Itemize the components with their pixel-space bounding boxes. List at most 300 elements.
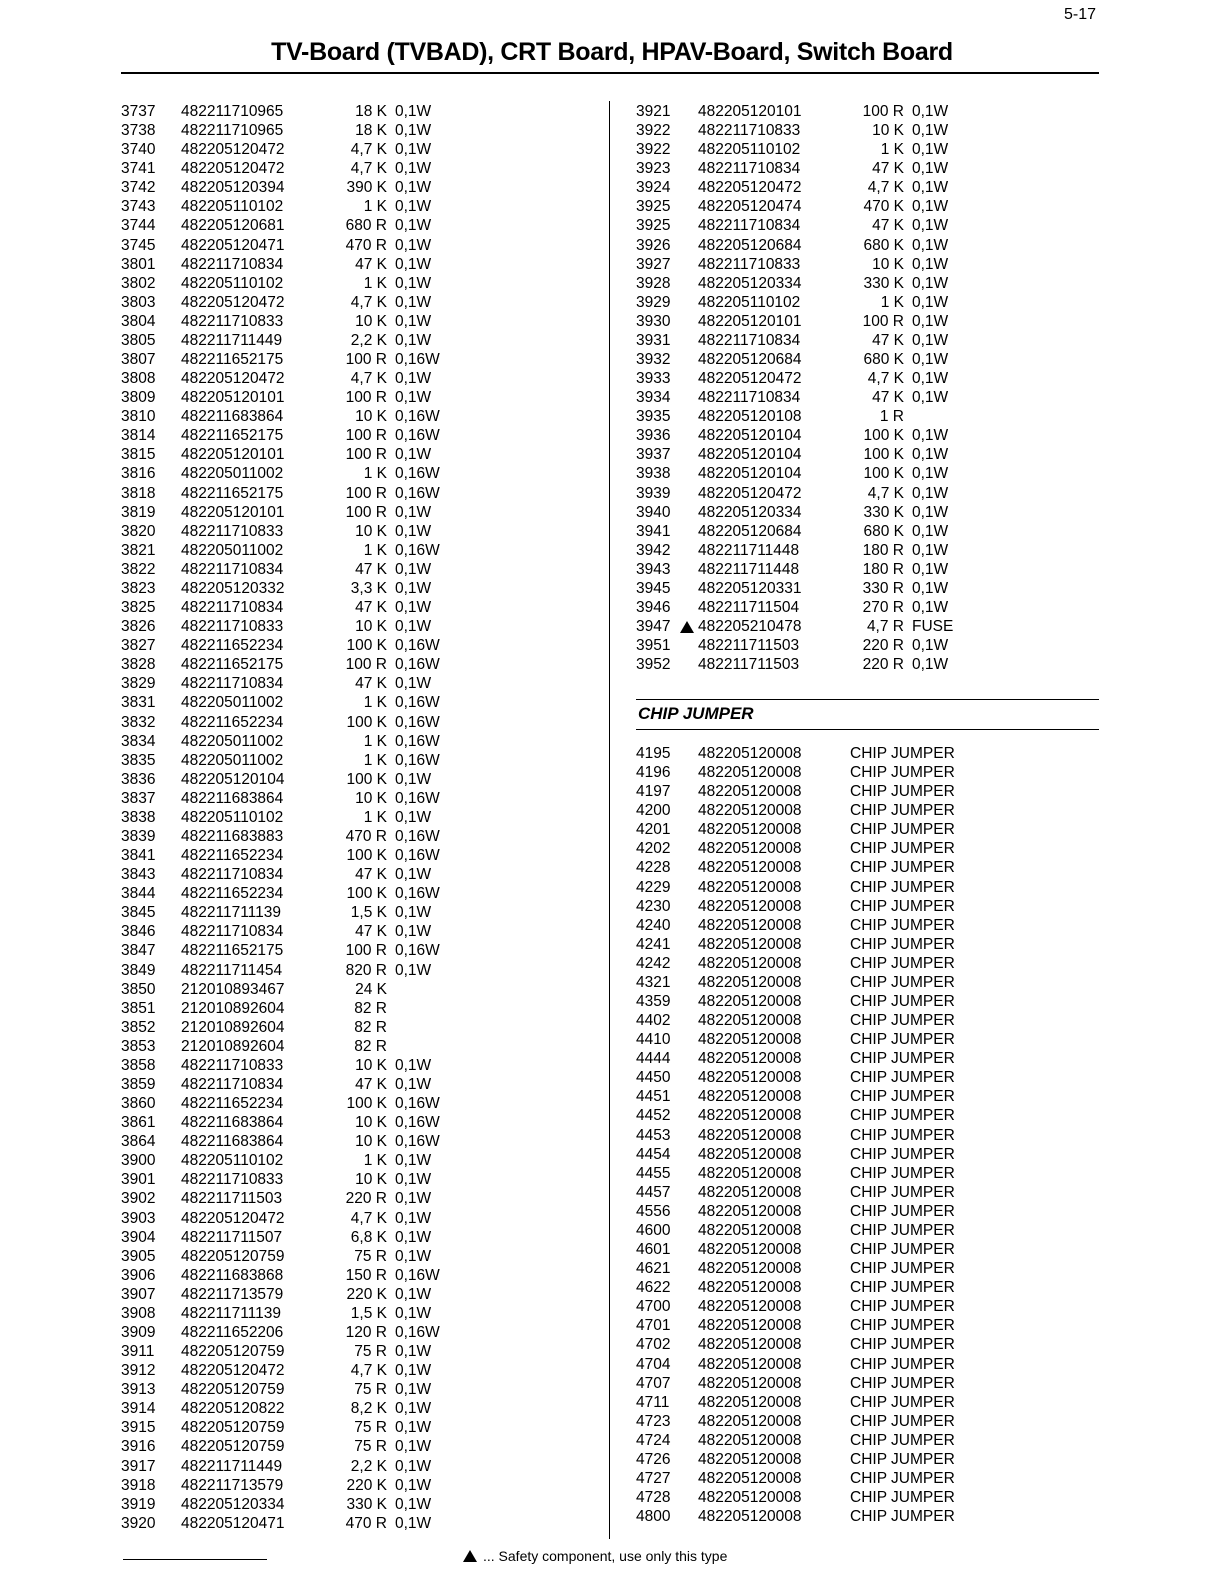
part-power: 0,1W xyxy=(912,293,949,311)
part-ref: 3922 xyxy=(636,122,671,140)
part-code: 482205120008 xyxy=(698,954,802,972)
part-power: 0,1W xyxy=(395,1419,432,1437)
table-row xyxy=(636,1164,1050,1183)
part-description: CHIP JUMPER xyxy=(850,1221,955,1239)
part-code: 482211710965 xyxy=(181,122,284,140)
footer-note xyxy=(463,1548,727,1564)
part-ref: 4711 xyxy=(636,1393,670,1411)
part-ref: 3849 xyxy=(121,961,156,979)
table-row xyxy=(636,1412,1050,1431)
part-power: 0,1W xyxy=(395,1228,432,1246)
part-code: 482211711449 xyxy=(181,1457,283,1475)
part-power xyxy=(395,980,465,999)
table-row xyxy=(636,1316,1050,1335)
part-ref: 3745 xyxy=(121,236,156,254)
part-value: 8,2 K xyxy=(350,1400,387,1418)
part-power: 0,1W xyxy=(395,255,432,273)
part-value: 10 K xyxy=(355,1114,387,1132)
part-code: 482211652175 xyxy=(181,656,284,674)
table-row xyxy=(121,1018,465,1037)
part-code: 482205120474 xyxy=(698,198,802,216)
part-ref: 3907 xyxy=(121,1285,156,1303)
part-ref: 3905 xyxy=(121,1247,156,1265)
part-code: 482211710834 xyxy=(698,160,801,178)
part-ref: 3742 xyxy=(121,179,156,197)
part-value: 24 K xyxy=(355,980,387,998)
table-row xyxy=(121,884,465,903)
warning-triangle-icon xyxy=(463,1550,477,1562)
part-value: 47 K xyxy=(355,1075,387,1093)
part-ref: 3809 xyxy=(121,389,156,407)
table-row xyxy=(121,1209,465,1228)
part-value: 4,7 K xyxy=(350,160,387,178)
part-value: 82 R xyxy=(354,1018,387,1036)
part-ref: 3946 xyxy=(636,599,671,617)
part-power: 0,1W xyxy=(912,274,949,292)
part-ref: 3934 xyxy=(636,389,671,407)
part-description: CHIP JUMPER xyxy=(850,1183,955,1201)
part-value: 3,3 K xyxy=(350,579,387,597)
part-ref: 3902 xyxy=(121,1190,156,1208)
part-power: 0,1W xyxy=(395,503,432,521)
part-code: 482211683864 xyxy=(181,1133,284,1151)
part-code: 482205120008 xyxy=(698,993,802,1011)
part-ref: 3919 xyxy=(121,1495,156,1513)
part-value: 10 K xyxy=(872,255,904,273)
part-code: 482205011002 xyxy=(181,694,284,712)
part-value: 4,7 K xyxy=(867,484,904,502)
part-code: 482205120008 xyxy=(698,1088,802,1106)
table-row xyxy=(636,1488,1050,1507)
part-description: CHIP JUMPER xyxy=(850,802,955,820)
table-row xyxy=(121,1113,465,1132)
part-power: 0,16W xyxy=(395,408,440,426)
table-row xyxy=(636,1049,1050,1068)
table-row xyxy=(121,369,465,388)
part-power: 0,1W xyxy=(912,351,949,369)
table-row xyxy=(121,1056,465,1075)
part-power: 0,1W xyxy=(395,103,432,120)
part-code: 482205120472 xyxy=(181,1209,285,1227)
part-ref: 3814 xyxy=(121,427,156,445)
table-row xyxy=(636,1355,1050,1374)
part-value: 180 R xyxy=(862,541,904,559)
table-row xyxy=(121,617,465,636)
table-row xyxy=(636,1221,1050,1240)
warning-triangle-icon xyxy=(680,621,694,633)
part-code: 212010892604 xyxy=(181,1018,285,1036)
table-row xyxy=(636,1087,1050,1106)
part-code: 482205120108 xyxy=(698,408,802,426)
part-ref: 3912 xyxy=(121,1362,156,1380)
part-ref: 3805 xyxy=(121,331,156,349)
part-code: 482205210478 xyxy=(698,618,802,636)
table-row xyxy=(636,579,982,598)
part-power: 0,1W xyxy=(395,236,432,254)
table-row xyxy=(636,897,1050,916)
part-power: 0,1W xyxy=(912,465,949,483)
part-ref: 3852 xyxy=(121,1018,156,1036)
part-description: CHIP JUMPER xyxy=(850,1164,955,1182)
part-value: 47 K xyxy=(872,331,904,349)
part-code: 212010892604 xyxy=(181,999,285,1017)
part-code: 482211652234 xyxy=(181,1095,284,1113)
table-row xyxy=(636,484,982,503)
table-row xyxy=(121,159,465,178)
part-value: 1 K xyxy=(363,1152,387,1170)
part-code: 482205120008 xyxy=(698,1469,802,1487)
part-value: 100 R xyxy=(345,446,387,464)
part-power: 0,1W xyxy=(912,217,949,235)
table-row xyxy=(121,1304,465,1323)
table-row xyxy=(636,445,982,464)
part-description: CHIP JUMPER xyxy=(850,916,955,934)
part-ref: 3853 xyxy=(121,1037,156,1055)
part-ref: 3933 xyxy=(636,370,671,388)
part-value: 75 R xyxy=(354,1381,387,1399)
part-ref: 4800 xyxy=(636,1508,671,1526)
part-power: 0,1W xyxy=(912,446,949,464)
part-ref: 4201 xyxy=(636,821,671,839)
part-power: 0,16W xyxy=(395,847,440,865)
part-ref: 4700 xyxy=(636,1298,671,1316)
table-row xyxy=(121,961,465,980)
table-row xyxy=(636,216,982,235)
table-row xyxy=(636,388,982,407)
part-code: 482205120759 xyxy=(181,1419,285,1437)
part-power: 0,1W xyxy=(395,1476,432,1494)
part-power: 0,1W xyxy=(395,1400,432,1418)
part-ref: 4726 xyxy=(636,1450,671,1468)
table-row xyxy=(636,1202,1050,1221)
part-value: 330 K xyxy=(863,503,904,521)
table-row xyxy=(636,159,982,178)
part-description: CHIP JUMPER xyxy=(850,1145,955,1163)
part-ref: 4359 xyxy=(636,993,671,1011)
part-ref: 3925 xyxy=(636,198,671,216)
part-code: 482211713579 xyxy=(181,1285,284,1303)
table-row xyxy=(636,1145,1050,1164)
part-power: 0,1W xyxy=(912,637,949,655)
table-row xyxy=(636,426,982,445)
part-code: 482205120471 xyxy=(181,1514,285,1532)
part-power: 0,1W xyxy=(395,599,432,617)
table-row xyxy=(636,140,982,159)
part-description: CHIP JUMPER xyxy=(850,1107,955,1125)
part-value: 180 R xyxy=(862,560,904,578)
part-power: 0,1W xyxy=(912,522,949,540)
table-row xyxy=(636,1431,1050,1450)
part-description: CHIP JUMPER xyxy=(850,1069,955,1087)
table-row xyxy=(121,1342,465,1361)
part-code: 482211710834 xyxy=(181,560,284,578)
part-code: 482205120008 xyxy=(698,1050,802,1068)
part-power: 0,16W xyxy=(395,637,440,655)
part-description: CHIP JUMPER xyxy=(850,1260,955,1278)
part-ref: 3821 xyxy=(121,541,156,559)
part-code: 482205120684 xyxy=(698,522,802,540)
part-code: 482205120472 xyxy=(181,370,285,388)
part-power: FUSE xyxy=(912,618,954,636)
table-row xyxy=(636,1450,1050,1469)
part-description: CHIP JUMPER xyxy=(850,1412,955,1430)
table-row xyxy=(636,178,982,197)
table-row xyxy=(121,846,465,865)
table-row xyxy=(121,789,465,808)
part-value: 470 R xyxy=(345,827,387,845)
part-ref: 3937 xyxy=(636,446,671,464)
part-code: 482205120008 xyxy=(698,1336,802,1354)
part-value: 82 R xyxy=(354,999,387,1017)
part-ref: 3816 xyxy=(121,465,156,483)
part-power: 0,1W xyxy=(395,1171,432,1189)
page-number: 5-17 xyxy=(1063,6,1096,23)
part-code: 482205120008 xyxy=(698,1221,802,1239)
part-value: 4,7 K xyxy=(867,179,904,197)
part-ref: 3931 xyxy=(636,331,671,349)
part-ref: 3804 xyxy=(121,312,156,330)
chip-jumper-table xyxy=(636,744,1050,1526)
part-ref: 4704 xyxy=(636,1355,671,1373)
table-row xyxy=(121,579,465,598)
part-ref: 3859 xyxy=(121,1075,156,1093)
table-row xyxy=(121,903,465,922)
part-value: 10 K xyxy=(355,1133,387,1151)
table-row xyxy=(121,655,465,674)
part-power: 0,1W xyxy=(912,103,949,120)
part-power: 0,16W xyxy=(395,1095,440,1113)
part-power: 0,1W xyxy=(395,808,432,826)
table-row xyxy=(121,1418,465,1437)
table-row xyxy=(121,274,465,293)
part-power: 0,1W xyxy=(395,1438,432,1456)
part-power: 0,16W xyxy=(395,656,440,674)
part-ref: 3836 xyxy=(121,770,156,788)
table-row xyxy=(121,1075,465,1094)
part-power: 0,16W xyxy=(395,885,440,903)
part-value: 220 K xyxy=(346,1476,387,1494)
part-ref: 3932 xyxy=(636,351,671,369)
part-power: 0,1W xyxy=(395,198,432,216)
part-code: 482205120472 xyxy=(181,141,285,159)
table-row xyxy=(121,941,465,960)
part-power: 0,1W xyxy=(395,389,432,407)
part-code: 482211711504 xyxy=(698,599,800,617)
part-power: 0,16W xyxy=(395,1114,440,1132)
part-power: 0,1W xyxy=(395,770,432,788)
part-description: CHIP JUMPER xyxy=(850,1012,955,1030)
part-code: 482211710834 xyxy=(181,1075,284,1093)
part-ref: 3939 xyxy=(636,484,671,502)
part-ref: 4701 xyxy=(636,1317,671,1335)
table-row xyxy=(121,636,465,655)
part-value: 100 R xyxy=(345,484,387,502)
part-code: 482211710834 xyxy=(181,923,284,941)
part-value: 1 K xyxy=(880,293,904,311)
part-power: 0,1W xyxy=(912,122,949,140)
part-power: 0,16W xyxy=(395,351,440,369)
part-ref: 3942 xyxy=(636,541,671,559)
part-ref: 3847 xyxy=(121,942,156,960)
table-row xyxy=(636,744,1050,763)
part-power: 0,1W xyxy=(912,370,949,388)
part-value: 330 K xyxy=(863,274,904,292)
table-row xyxy=(121,693,465,712)
table-row xyxy=(121,922,465,941)
part-power: 0,16W xyxy=(395,1133,440,1151)
table-row xyxy=(121,216,465,235)
part-value: 47 K xyxy=(355,255,387,273)
part-value: 680 K xyxy=(863,236,904,254)
part-ref: 3922 xyxy=(636,141,671,159)
table-row xyxy=(636,1126,1050,1145)
part-ref: 3841 xyxy=(121,847,156,865)
part-code: 482205120334 xyxy=(698,503,802,521)
part-code: 482205120008 xyxy=(698,1145,802,1163)
part-description: CHIP JUMPER xyxy=(850,1489,955,1507)
part-ref: 3951 xyxy=(636,637,671,655)
part-power: 0,1W xyxy=(912,179,949,197)
part-value: 100 R xyxy=(862,312,904,330)
part-ref: 4707 xyxy=(636,1374,671,1392)
table-row xyxy=(636,293,982,312)
part-description: CHIP JUMPER xyxy=(850,1298,955,1316)
part-power: 0,16W xyxy=(395,694,440,712)
part-code: 482205120332 xyxy=(181,579,285,597)
part-ref: 3908 xyxy=(121,1304,156,1322)
table-row xyxy=(636,274,982,293)
part-description: CHIP JUMPER xyxy=(850,745,955,762)
part-code: 482205120008 xyxy=(698,1107,802,1125)
part-power: 0,1W xyxy=(395,560,432,578)
part-power: 0,1W xyxy=(912,656,949,674)
part-ref: 4444 xyxy=(636,1050,671,1068)
part-code: 482205120104 xyxy=(698,446,802,464)
part-ref: 3826 xyxy=(121,618,156,636)
part-code: 482211683868 xyxy=(181,1266,284,1284)
part-value: 100 R xyxy=(345,389,387,407)
part-ref: 3851 xyxy=(121,999,156,1017)
table-row xyxy=(121,1228,465,1247)
table-row xyxy=(121,1170,465,1189)
part-code: 482205120008 xyxy=(698,802,802,820)
part-ref: 3916 xyxy=(121,1438,156,1456)
part-value: 100 R xyxy=(862,103,904,120)
part-code: 482211652175 xyxy=(181,351,284,369)
part-ref: 4621 xyxy=(636,1260,671,1278)
table-row xyxy=(121,407,465,426)
part-code: 482205120759 xyxy=(181,1343,285,1361)
part-ref: 4556 xyxy=(636,1202,671,1220)
part-ref: 4600 xyxy=(636,1221,671,1239)
part-code: 482211710833 xyxy=(698,122,801,140)
table-row xyxy=(121,1476,465,1495)
part-value: 680 K xyxy=(863,351,904,369)
part-value: 4,7 K xyxy=(350,1362,387,1380)
part-ref: 3738 xyxy=(121,122,156,140)
table-row xyxy=(636,617,982,636)
part-ref: 3803 xyxy=(121,293,156,311)
part-power: 0,1W xyxy=(395,1495,432,1513)
part-code: 482205120008 xyxy=(698,1489,802,1507)
part-code: 482211711139 xyxy=(181,1304,281,1322)
part-power: 0,1W xyxy=(395,160,432,178)
part-code: 482205110102 xyxy=(181,1152,284,1170)
table-row xyxy=(636,782,1050,801)
part-ref: 3823 xyxy=(121,579,156,597)
part-ref: 4229 xyxy=(636,878,671,896)
table-row xyxy=(121,102,465,121)
table-row xyxy=(121,293,465,312)
part-code: 482205120008 xyxy=(698,1374,802,1392)
part-description: CHIP JUMPER xyxy=(850,821,955,839)
part-code: 482205120472 xyxy=(181,293,285,311)
part-ref: 4410 xyxy=(636,1031,671,1049)
table-row xyxy=(636,1469,1050,1488)
part-description: CHIP JUMPER xyxy=(850,783,955,801)
part-code: 482205120008 xyxy=(698,783,802,801)
part-power: 0,16W xyxy=(395,541,440,559)
table-row xyxy=(636,255,982,274)
part-value: 18 K xyxy=(355,122,387,140)
part-value: 10 K xyxy=(355,312,387,330)
part-code: 482211652234 xyxy=(181,713,284,731)
part-code: 482205120331 xyxy=(698,579,802,597)
part-power: 0,1W xyxy=(395,904,432,922)
part-power: 0,1W xyxy=(912,503,949,521)
part-ref: 4702 xyxy=(636,1336,671,1354)
part-ref: 4728 xyxy=(636,1489,671,1507)
part-code: 482205120008 xyxy=(698,1164,802,1182)
part-power xyxy=(395,999,465,1018)
part-code: 482205120008 xyxy=(698,821,802,839)
column-divider xyxy=(609,101,610,1539)
part-code: 482205120008 xyxy=(698,1508,802,1526)
table-row xyxy=(121,674,465,693)
table-row xyxy=(121,1247,465,1266)
part-description: CHIP JUMPER xyxy=(850,993,955,1011)
part-value: 470 R xyxy=(345,236,387,254)
table-row xyxy=(121,1094,465,1113)
part-value: 1 K xyxy=(880,141,904,159)
part-value: 150 R xyxy=(345,1266,387,1284)
part-code: 482211710834 xyxy=(698,389,801,407)
part-power: 0,1W xyxy=(395,446,432,464)
part-code: 482205120472 xyxy=(698,179,802,197)
part-code: 482205120008 xyxy=(698,1260,802,1278)
part-ref: 4452 xyxy=(636,1107,671,1125)
part-code: 482211711139 xyxy=(181,904,281,922)
part-value: 1 K xyxy=(363,198,387,216)
part-ref: 3808 xyxy=(121,370,156,388)
table-row xyxy=(636,1297,1050,1316)
table-row xyxy=(636,331,982,350)
part-ref: 3864 xyxy=(121,1133,156,1151)
part-power: 0,16W xyxy=(395,713,440,731)
table-row xyxy=(121,1151,465,1170)
part-ref: 3900 xyxy=(121,1152,156,1170)
part-description: CHIP JUMPER xyxy=(850,1088,955,1106)
part-power: 0,16W xyxy=(395,427,440,445)
part-power: 0,1W xyxy=(912,312,949,330)
table-row xyxy=(121,484,465,503)
part-power: 0,1W xyxy=(395,1152,432,1170)
part-power: 0,16W xyxy=(395,942,440,960)
part-value: 1,5 K xyxy=(350,904,387,922)
part-code: 482205120008 xyxy=(698,1183,802,1201)
part-ref: 4601 xyxy=(636,1241,671,1259)
part-value: 100 K xyxy=(346,770,387,788)
